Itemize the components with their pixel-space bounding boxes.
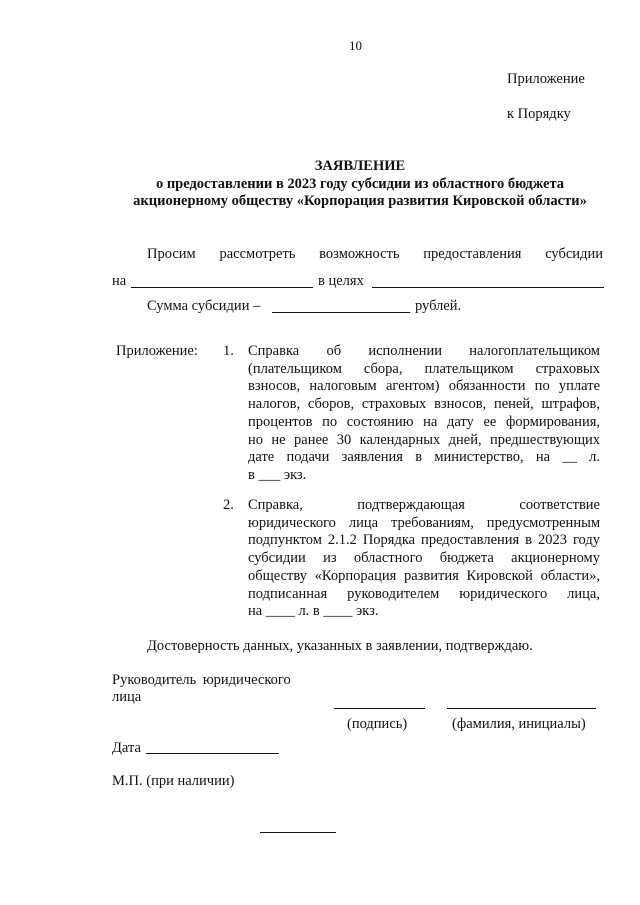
stamp-label: М.П. (при наличии)	[112, 773, 235, 789]
name-blank[interactable]	[447, 708, 596, 709]
request-word-1: Просим	[147, 246, 196, 262]
sum-blank[interactable]	[272, 312, 410, 313]
attachment-1-text	[248, 343, 600, 485]
request-purpose-label: в целях	[318, 273, 364, 289]
confirmation-text: Достоверность данных, указанных в заявлении, подтверждаю.	[147, 638, 533, 654]
title-line-3: акционерному обществу «Корпорация развития Кировской области»	[133, 193, 587, 209]
sum-unit: рублей.	[415, 298, 462, 314]
end-separator-line	[260, 832, 336, 833]
attachment-1-line: налогов, сборов, страховых взносов, пеней, штрафов,	[248, 396, 600, 413]
request-line	[147, 246, 603, 263]
request-word-3: возможность	[319, 246, 400, 262]
signature-caption: (подпись)	[347, 716, 408, 732]
annex-line-1: Приложение	[507, 71, 585, 87]
subsidy-target-blank[interactable]	[372, 287, 604, 288]
attachment-2-line: на ____ л. в ____ экз.	[248, 603, 379, 620]
signature-blank[interactable]	[334, 708, 425, 709]
attachment-1-line: в ___ экз.	[248, 466, 307, 483]
attachment-1-line: процентов по состоянию на дату ее формирования,	[248, 413, 600, 430]
subsidy-purpose-blank[interactable]	[131, 287, 313, 288]
attachment-2-line: Справка, подтверждающая соответствие	[248, 497, 600, 513]
page-number: 10	[349, 38, 362, 53]
title-main: ЗАЯВЛЕНИЕ	[314, 158, 406, 174]
head-title-line-2: лица	[112, 689, 142, 705]
title-line-2: о предоставлении в 2023 году субсидии из областного бюджета	[155, 176, 565, 192]
attachment-2-line: юридического лица требованиям, предусмотренным	[248, 514, 600, 531]
request-word-5: субсидии	[545, 246, 603, 262]
date-blank[interactable]	[146, 753, 279, 754]
name-caption: (фамилия, инициалы)	[452, 716, 586, 732]
attachment-2-number: 2.	[223, 497, 234, 513]
attachment-1-line: (плательщиком сбора, плательщиком страховых	[248, 360, 600, 377]
attachment-1-line: дате подачи заявления в министерство, на __ л.	[248, 449, 600, 466]
attachment-2-line: подпунктом 2.1.2 Порядка предоставления в 2023 году	[248, 532, 600, 549]
attachment-1-number: 1.	[223, 343, 234, 359]
sum-label: Сумма субсидии –	[147, 298, 261, 314]
attachment-2-line: подписанная руководителем юридического лица,	[248, 585, 600, 602]
attachment-2-text	[248, 497, 600, 621]
attachment-2-line: субсидии из областного бюджета акционерному	[248, 550, 600, 567]
attachment-1-line: но не ранее 30 календарных дней, предшествующих	[248, 431, 600, 448]
attachment-2-line: обществу «Корпорация развития Кировской области»,	[248, 567, 600, 584]
request-word-2: рассмотреть	[219, 246, 296, 262]
attachments-label: Приложение:	[116, 343, 198, 359]
attachment-1-line: взносов, налоговым агентом) обязанности по уплате	[248, 378, 600, 395]
head-title-line-1: Руководитель юридического	[112, 672, 291, 688]
request-word-4: предоставления	[423, 246, 522, 262]
date-label: Дата	[112, 740, 141, 756]
attachment-1-line: Справка об исполнении налогоплательщиком	[248, 343, 600, 359]
request-on-label: на	[112, 273, 127, 289]
annex-line-2: к Порядку	[507, 106, 571, 122]
